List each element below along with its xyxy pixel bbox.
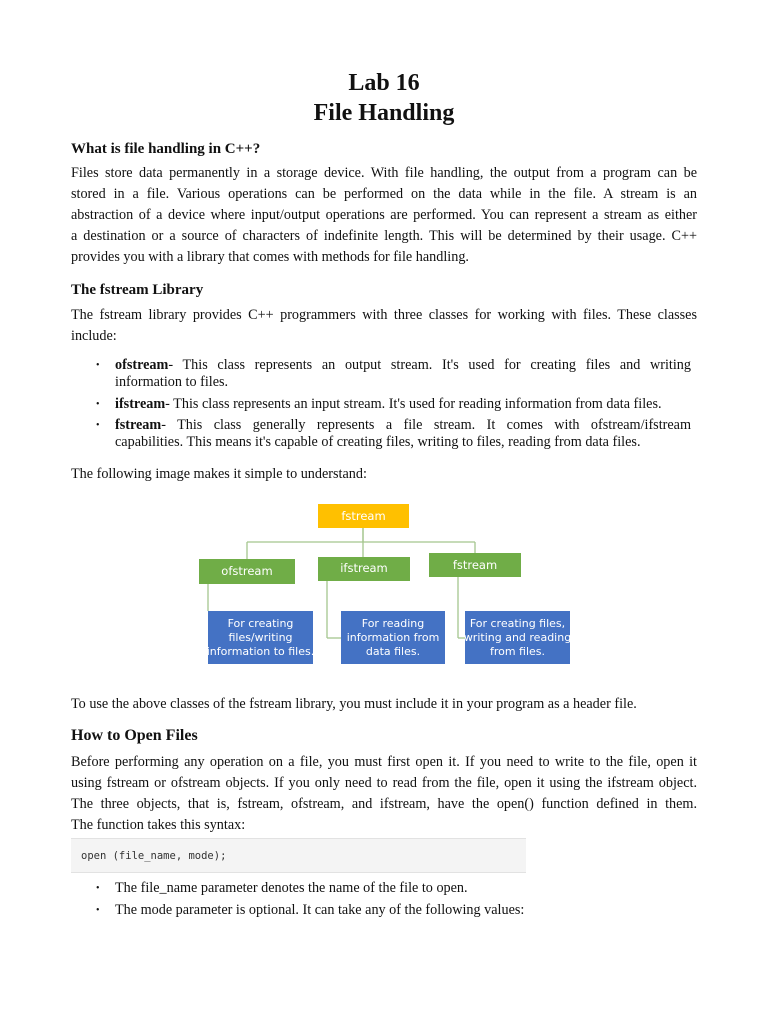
- bullet-icon: •: [96, 883, 100, 894]
- diagram-desc-line: For creating: [227, 617, 294, 630]
- diagram-desc-line: files/writing: [228, 631, 293, 644]
- paragraph-line: Before performing any operation on a file, you must first open it. If you need to write to the file, open it: [71, 754, 697, 770]
- bullet-term: ifstream: [115, 396, 166, 412]
- bullet-icon: •: [96, 360, 100, 371]
- bullet-icon: •: [96, 399, 100, 410]
- bullet-text: information to files.: [115, 374, 229, 390]
- bullet-text: The mode parameter is optional. It can take any of the following values:: [115, 902, 525, 918]
- paragraph-line: provides you with a library that comes with methods for file handling.: [71, 249, 469, 265]
- paragraph-file-handling: [71, 163, 697, 268]
- diagram-desc-line: information to files.: [206, 645, 315, 658]
- bullet-text: capabilities. This means it's capable of creating files, writing to files, reading from data files.: [115, 434, 641, 450]
- diagram-child-label: fstream: [452, 558, 498, 572]
- paragraph-line: The fstream library provides C++ programmers with three classes for working with files. These classes: [71, 307, 697, 323]
- fstream-class-diagram: [71, 498, 697, 668]
- diagram-child-label: ofstream: [221, 564, 273, 578]
- paragraph-line: stored in a file. Various operations can be performed on the data while in the file. A stream is an: [71, 186, 697, 202]
- heading-how-to-open-files: How to Open Files: [71, 727, 198, 744]
- diagram-desc-line: writing and reading: [463, 631, 572, 644]
- bullet-term: ofstream: [115, 357, 169, 373]
- paragraph-line: abstraction of a device where input/output operations are performed. You can represent a stream as either: [71, 207, 697, 223]
- diagram-root-label: fstream: [341, 509, 386, 523]
- paragraph-line: Files store data permanently in a storage device. With file handling, the output from a program can be: [71, 165, 697, 181]
- paragraph-open-files: [71, 752, 697, 836]
- heading-fstream-library: The fstream Library: [71, 282, 204, 298]
- paragraph-after-image: [71, 694, 697, 715]
- paragraph-line: a destination or a source of characters of indefinite length. This will be determined by their usage. C++: [71, 228, 697, 244]
- paragraph-image-intro: [71, 464, 697, 485]
- paragraph-line: The function takes this syntax:: [71, 817, 246, 833]
- bullet-text: - This class generally represents a file stream. It comes with ofstream/ifstream: [161, 417, 691, 433]
- paragraph-line: To use the above classes of the fstream library, you must include it in your program as a header file.: [71, 696, 637, 712]
- paragraph-line: using fstream or ofstream objects. If you only need to read from the file, open it using the ifstream object.: [71, 775, 697, 791]
- paragraph-line: The three objects, that is, fstream, ofstream, and ifstream, have the open() function defined in them.: [71, 796, 697, 812]
- diagram-child-label: ifstream: [340, 561, 388, 575]
- doc-title-line1: Lab 16: [348, 70, 420, 96]
- bullet-term: fstream: [115, 417, 162, 433]
- diagram-desc-line: from files.: [489, 645, 546, 658]
- code-snippet-open: open (file_name, mode);: [71, 838, 526, 873]
- bullet-text: - This class represents an input stream. It's used for reading information from data files.: [165, 396, 662, 412]
- heading-what-is-file-handling: What is file handling in C++?: [71, 141, 261, 157]
- paragraph-fstream-intro: [71, 305, 697, 347]
- paragraph-line: include:: [71, 328, 117, 344]
- bullet-icon: •: [96, 905, 100, 916]
- diagram-desc-line: data files.: [365, 645, 421, 658]
- bullet-icon: •: [96, 420, 100, 431]
- diagram-desc-line: For reading: [361, 617, 425, 630]
- doc-title-line2: File Handling: [313, 100, 455, 126]
- paragraph-line: The following image makes it simple to understand:: [71, 466, 367, 482]
- bullet-text: The file_name parameter denotes the name of the file to open.: [115, 880, 468, 896]
- diagram-desc-line: information from: [346, 631, 440, 644]
- diagram-desc-line: For creating files,: [469, 617, 566, 630]
- bullet-text: - This class represents an output stream. It's used for creating files and writing: [168, 357, 691, 373]
